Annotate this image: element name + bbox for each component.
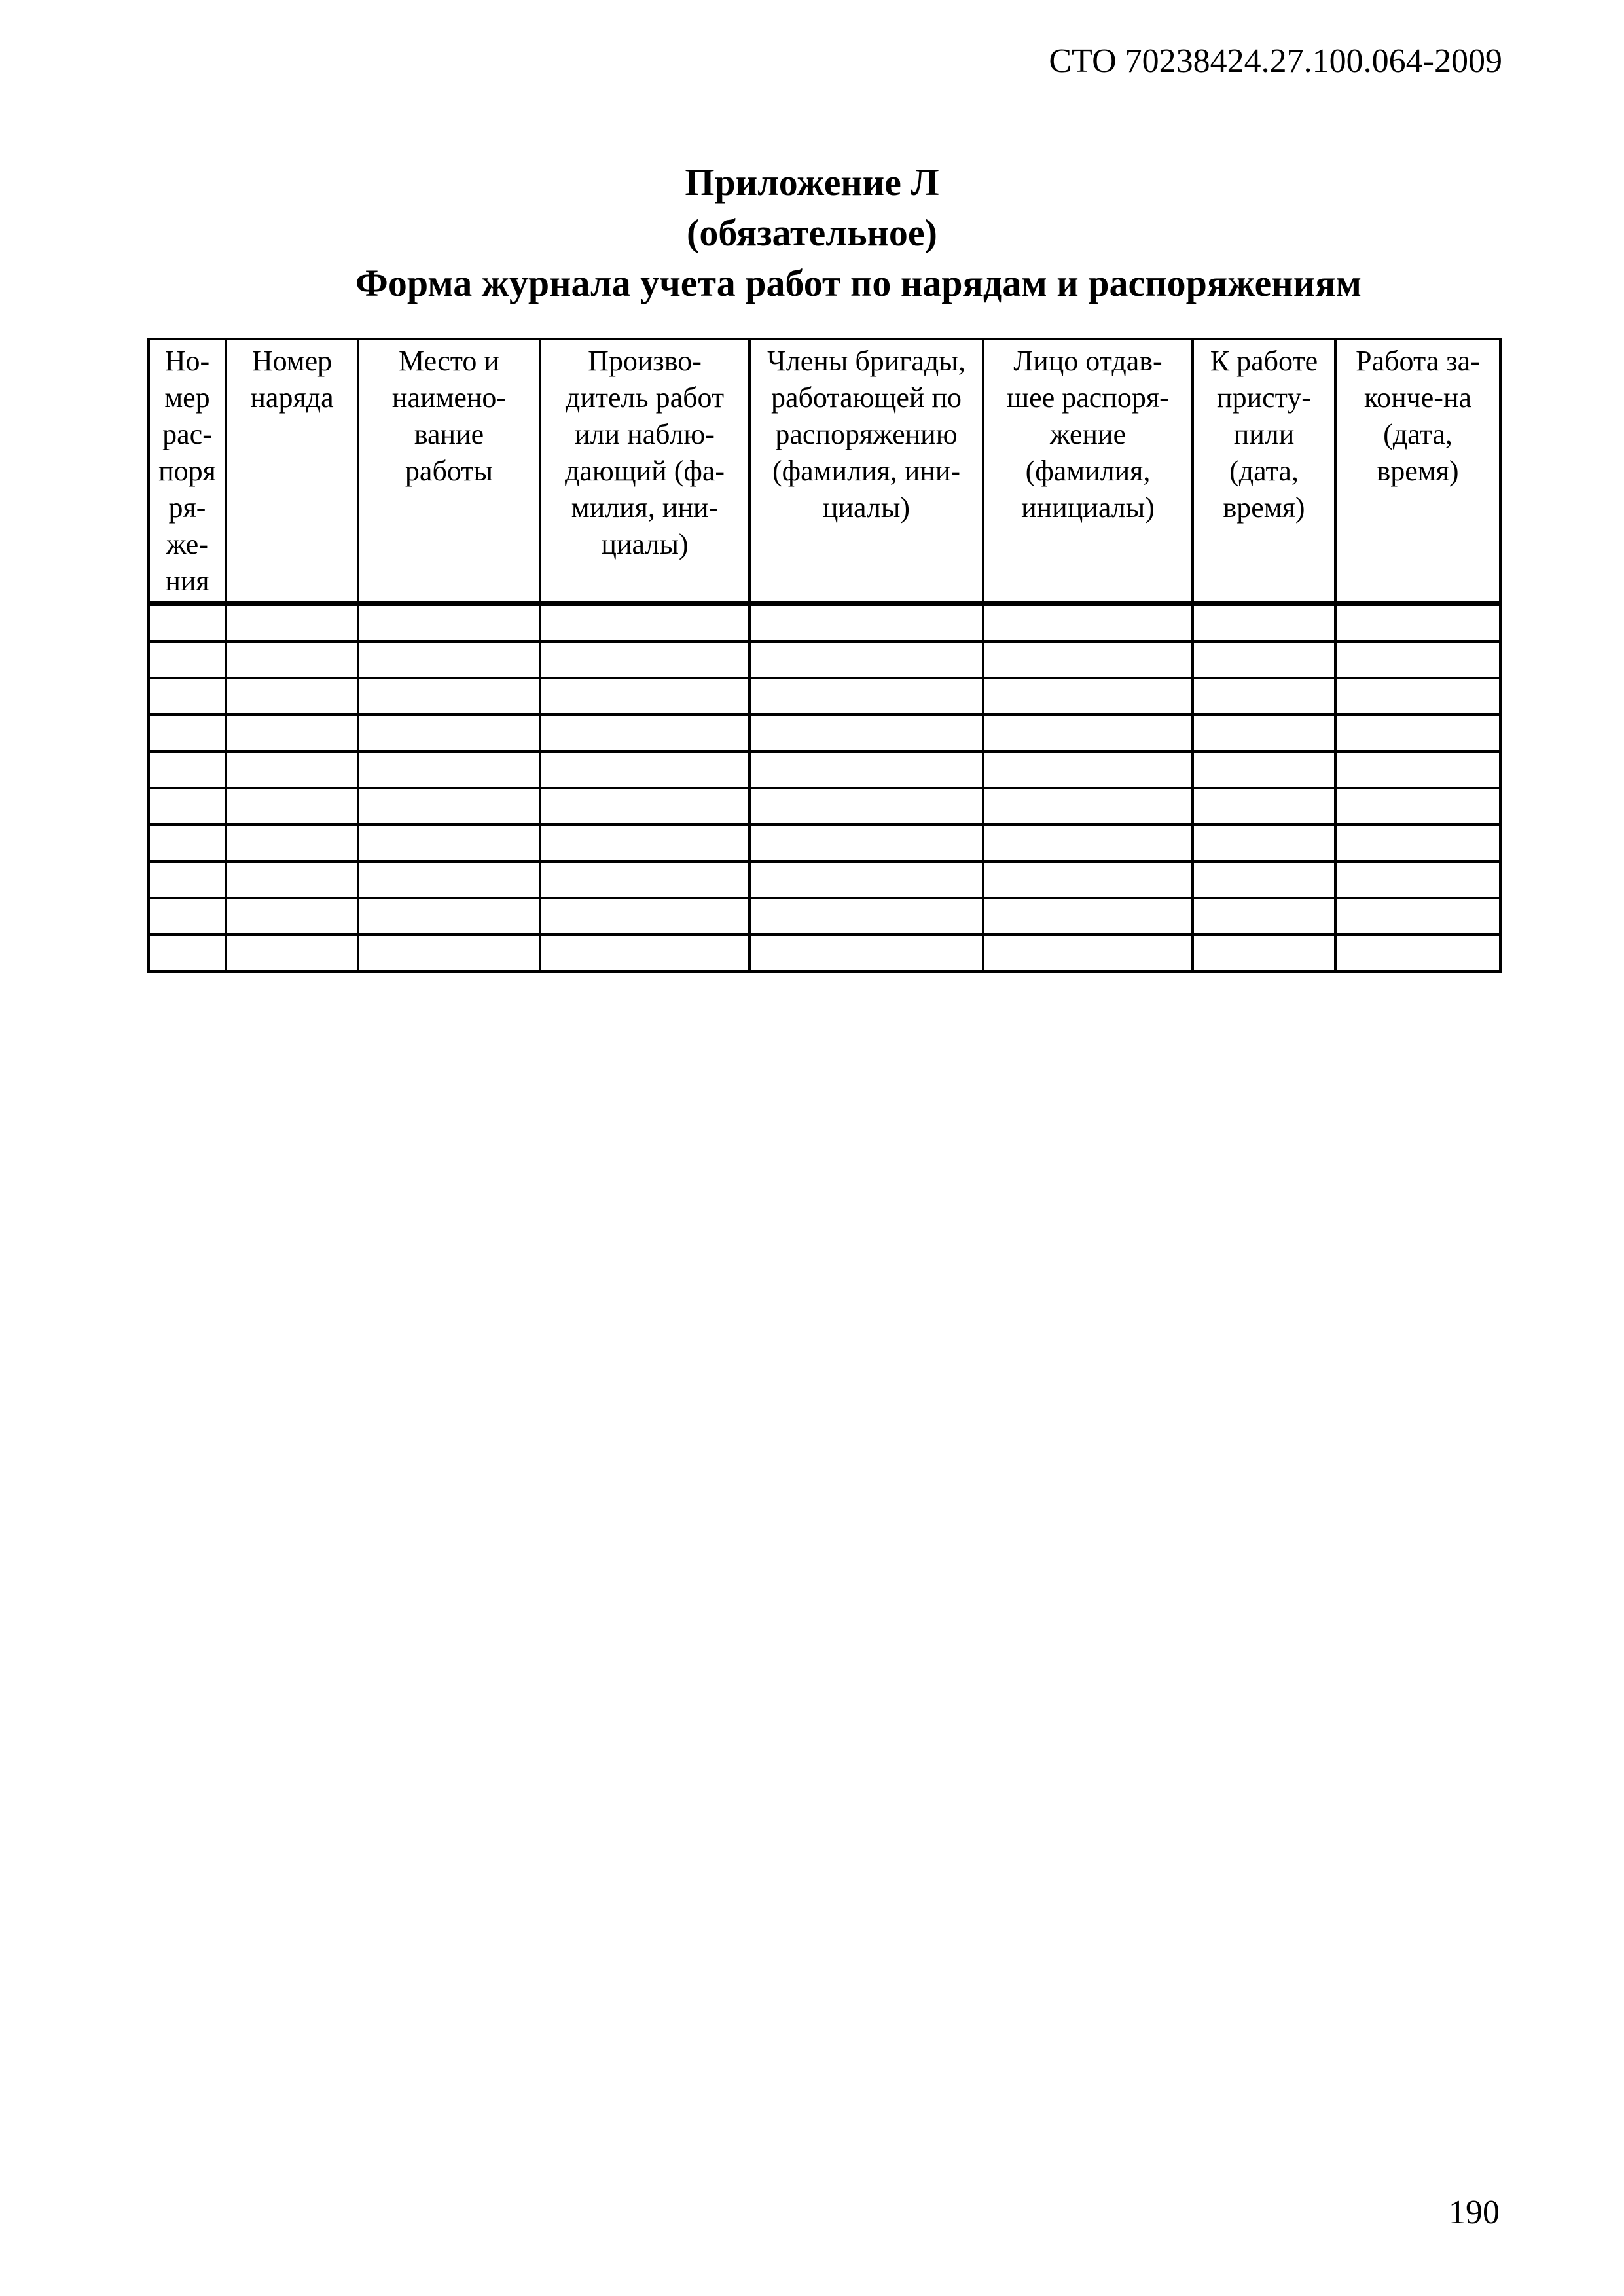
table-cell	[149, 715, 226, 751]
table-cell	[1335, 715, 1500, 751]
col-work-finished: Работа за- конче-на (дата, время)	[1335, 339, 1500, 603]
table-cell	[149, 898, 226, 935]
table-cell	[540, 788, 749, 825]
col-work-supervisor: Произво- дитель работ или наблю- дающий (фа- милия, ини- циалы)	[540, 339, 749, 603]
col-permit-number: Номер наряда	[226, 339, 358, 603]
table-row	[149, 825, 1500, 861]
table-cell	[358, 935, 540, 971]
appendix-status: (обязательное)	[687, 211, 937, 254]
appendix-heading	[0, 157, 1624, 308]
table-cell	[540, 603, 749, 641]
table-cell	[983, 861, 1193, 898]
table-cell	[1193, 788, 1335, 825]
table-cell	[226, 861, 358, 898]
table-cell	[540, 678, 749, 715]
table-cell	[749, 603, 983, 641]
table-cell	[358, 715, 540, 751]
table-cell	[226, 715, 358, 751]
table-cell	[1335, 603, 1500, 641]
table-cell	[226, 935, 358, 971]
table-cell	[1193, 825, 1335, 861]
table-cell	[226, 641, 358, 678]
table-cell	[983, 898, 1193, 935]
table-cell	[149, 751, 226, 788]
table-cell	[358, 751, 540, 788]
table-cell	[226, 751, 358, 788]
appendix-label: Приложение Л	[685, 161, 939, 204]
table-cell	[983, 603, 1193, 641]
table-cell	[749, 715, 983, 751]
table-cell	[540, 861, 749, 898]
table-cell	[1193, 715, 1335, 751]
table-cell	[358, 788, 540, 825]
form-title: Форма журнала учета работ по нарядам и распоряжениям	[355, 262, 1362, 304]
table-cell	[226, 603, 358, 641]
table-cell	[1193, 861, 1335, 898]
table-cell	[1193, 603, 1335, 641]
table-cell	[1335, 935, 1500, 971]
table-cell	[983, 751, 1193, 788]
table-cell	[149, 788, 226, 825]
table-cell	[1335, 751, 1500, 788]
table-cell	[149, 641, 226, 678]
table-cell	[540, 898, 749, 935]
table-cell	[1335, 641, 1500, 678]
table-row	[149, 641, 1500, 678]
table-row	[149, 751, 1500, 788]
table-cell	[749, 641, 983, 678]
table-body	[149, 603, 1500, 971]
table-cell	[1335, 898, 1500, 935]
col-issuer: Лицо отдав- шее распоря- жение (фамилия, инициалы)	[983, 339, 1193, 603]
table-cell	[749, 825, 983, 861]
col-work-started: К работе присту- пили (дата, время)	[1193, 339, 1335, 603]
table-cell	[749, 898, 983, 935]
table-cell	[983, 935, 1193, 971]
table-cell	[540, 751, 749, 788]
table-cell	[226, 825, 358, 861]
table-cell	[749, 935, 983, 971]
table-cell	[540, 715, 749, 751]
table-cell	[983, 788, 1193, 825]
table-cell	[358, 898, 540, 935]
table-cell	[540, 641, 749, 678]
table-cell	[983, 641, 1193, 678]
page-number: 190	[1449, 2194, 1500, 2231]
table-cell	[983, 715, 1193, 751]
table-cell	[1335, 861, 1500, 898]
table-cell	[358, 641, 540, 678]
table-cell	[540, 935, 749, 971]
table-cell	[540, 825, 749, 861]
table-cell	[226, 788, 358, 825]
table-cell	[149, 935, 226, 971]
table-cell	[1335, 788, 1500, 825]
table-header-row	[149, 339, 1500, 603]
table-cell	[1193, 641, 1335, 678]
table-row	[149, 861, 1500, 898]
table-cell	[1193, 898, 1335, 935]
table-cell	[749, 861, 983, 898]
table-cell	[358, 861, 540, 898]
document-code: СТО 70238424.27.100.064-2009	[1049, 43, 1502, 80]
table-row	[149, 788, 1500, 825]
table-cell	[1335, 825, 1500, 861]
table-row	[149, 715, 1500, 751]
table-cell	[1193, 751, 1335, 788]
table-cell	[1193, 678, 1335, 715]
table-cell	[149, 678, 226, 715]
table-cell	[149, 861, 226, 898]
col-crew-members: Члены бригады, работающей по распоряжению (фамилия, ини- циалы)	[749, 339, 983, 603]
table-cell	[1193, 935, 1335, 971]
table-cell	[358, 678, 540, 715]
table-row	[149, 898, 1500, 935]
table-row	[149, 603, 1500, 641]
work-journal-table	[147, 338, 1502, 973]
table-cell	[149, 603, 226, 641]
col-work-place: Место и наимено- вание работы	[358, 339, 540, 603]
table-cell	[1335, 678, 1500, 715]
table-cell	[983, 678, 1193, 715]
table-cell	[358, 825, 540, 861]
table-row	[149, 935, 1500, 971]
table-cell	[149, 825, 226, 861]
table-cell	[226, 678, 358, 715]
col-order-number: Но- мер рас- поря ря- же- ния	[149, 339, 226, 603]
table-cell	[749, 751, 983, 788]
table-cell	[983, 825, 1193, 861]
table-cell	[749, 678, 983, 715]
table-cell	[749, 788, 983, 825]
table-cell	[358, 603, 540, 641]
table-cell	[226, 898, 358, 935]
table-row	[149, 678, 1500, 715]
